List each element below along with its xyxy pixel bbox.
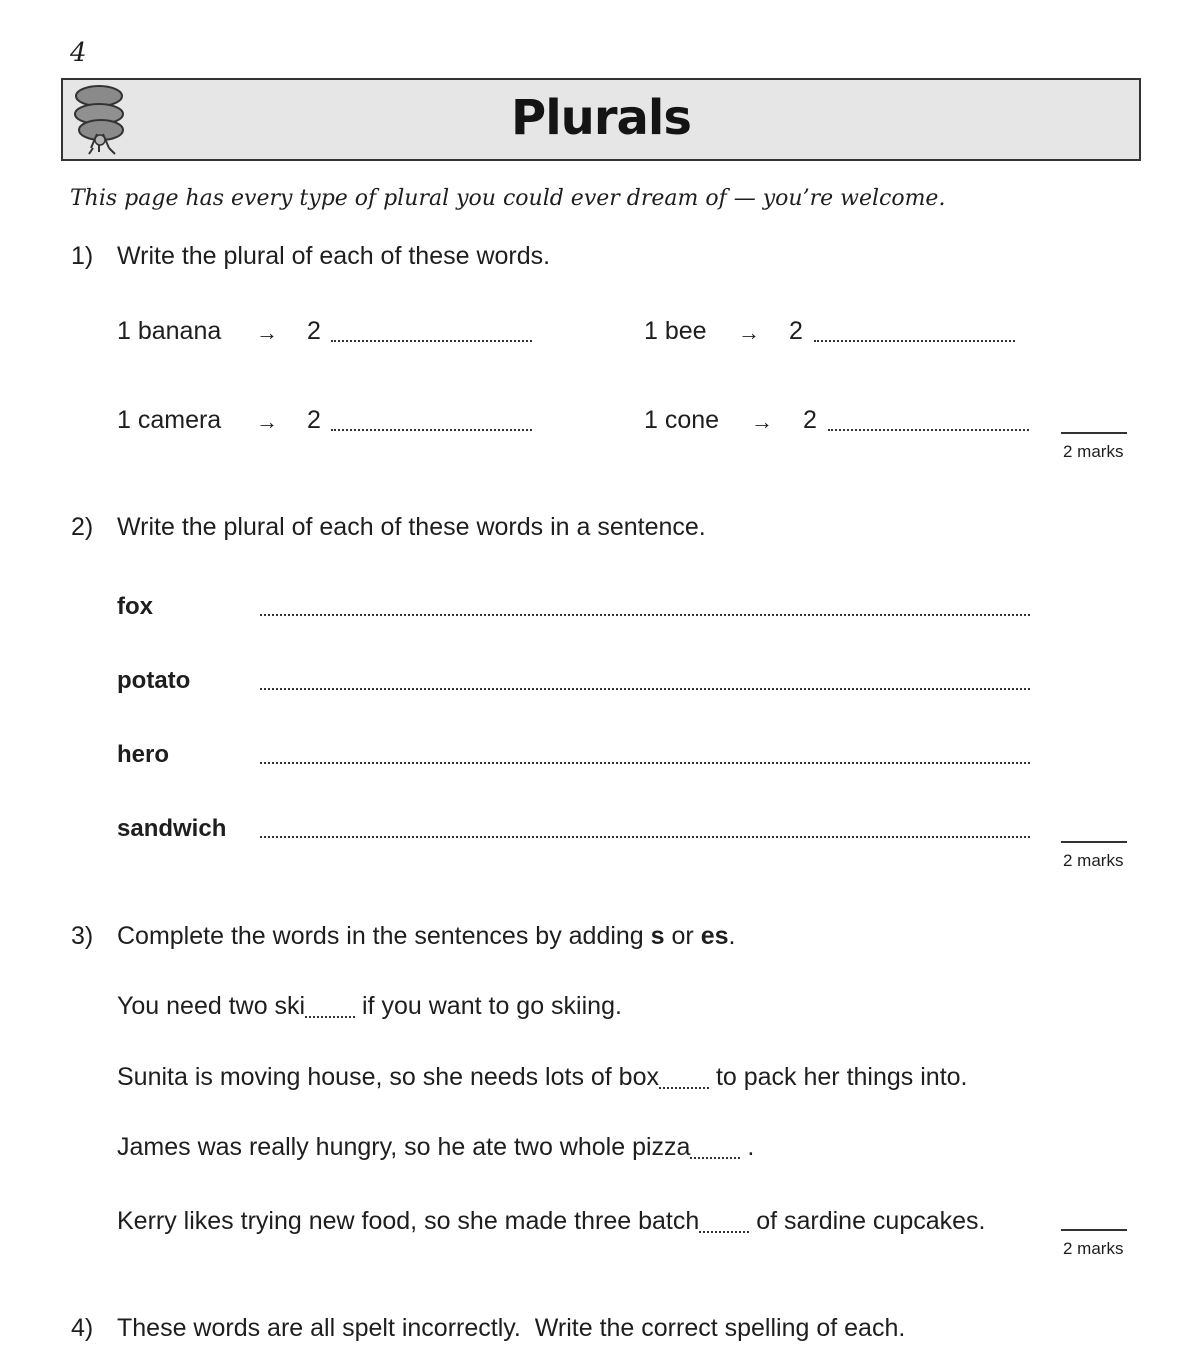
q3-number: 3) <box>71 922 94 950</box>
q1-marks-label: 2 marks <box>1063 442 1124 461</box>
sentence-start: Sunita is moving house, so she needs lots of box <box>117 1063 659 1091</box>
q3-sentence <box>117 992 622 1021</box>
q2-word-potato: potato <box>117 667 191 694</box>
q3-prompt-text: Complete the words in the sentences by adding <box>117 922 644 950</box>
q2-prompt: Write the plural of each of these words in a sentence. <box>117 513 706 541</box>
suffix-blank[interactable] <box>659 1071 709 1089</box>
q1-target: 2 <box>307 406 321 434</box>
suffix-blank[interactable] <box>699 1215 749 1233</box>
page-title: Plurals <box>511 90 691 146</box>
sentence-start: James was really hungry, so he ate two whole pizza <box>117 1133 691 1161</box>
q1-answer-banana[interactable] <box>331 340 532 342</box>
page-number: 4 <box>70 38 87 68</box>
q1-target: 2 <box>803 406 817 434</box>
suffix-blank[interactable] <box>690 1141 740 1159</box>
sentence-start: Kerry likes trying new food, so she made three batch <box>117 1207 700 1235</box>
q2-answer-line[interactable] <box>260 762 1030 764</box>
q3-sentence <box>117 1133 754 1162</box>
q2-word-sandwich: sandwich <box>117 815 227 842</box>
q1-answer-bee[interactable] <box>814 340 1015 342</box>
sentence-end: to pack her things into. <box>709 1063 968 1091</box>
q3-sentence <box>117 1063 967 1092</box>
q3-marks-label: 2 marks <box>1063 1239 1124 1258</box>
q2-word-fox: fox <box>117 593 153 620</box>
title-bar <box>61 78 1141 161</box>
q2-answer-line[interactable] <box>260 836 1030 838</box>
q2-answer-line[interactable] <box>260 614 1030 616</box>
arrow-icon: → <box>738 320 760 345</box>
arrow-icon: → <box>256 409 278 434</box>
q1-answer-cone[interactable] <box>828 429 1029 431</box>
q1-prompt: Write the plural of each of these words. <box>117 242 551 270</box>
sentence-start: You need two ski <box>117 992 306 1020</box>
sentence-end: . <box>740 1133 755 1161</box>
q1-answer-camera[interactable] <box>331 429 532 431</box>
q1-number: 1) <box>71 242 94 270</box>
q1-word-camera: 1 camera <box>117 406 222 434</box>
q3-period: . <box>728 922 736 950</box>
arrow-icon: → <box>256 320 278 345</box>
intro-text: This page has every type of plural you could ever dream of — you’re welcome. <box>70 186 946 211</box>
q3-option-es: es <box>700 922 729 950</box>
sentence-end: of sardine cupcakes. <box>749 1207 986 1235</box>
sentence-end: if you want to go skiing. <box>355 992 622 1020</box>
q3-marks-line <box>1061 1229 1127 1231</box>
suffix-blank[interactable] <box>305 1000 355 1018</box>
q2-number: 2) <box>71 513 94 541</box>
q3-sentence <box>117 1207 986 1236</box>
q1-word-banana: 1 banana <box>117 317 222 345</box>
q1-target: 2 <box>789 317 803 345</box>
q4-prompt: These words are all spelt incorrectly. Write the correct spelling of each. <box>117 1314 906 1342</box>
q2-marks-line <box>1061 841 1127 843</box>
q1-word-cone: 1 cone <box>644 406 720 434</box>
q4-number: 4) <box>71 1314 94 1342</box>
q1-word-bee: 1 bee <box>644 317 707 345</box>
q1-target: 2 <box>307 317 321 345</box>
q1-marks-line <box>1061 432 1127 434</box>
arrow-icon: → <box>751 409 773 434</box>
q2-word-hero: hero <box>117 741 170 768</box>
q3-prompt <box>117 922 735 951</box>
q2-answer-line[interactable] <box>260 688 1030 690</box>
q2-marks-label: 2 marks <box>1063 851 1124 870</box>
q3-or: or <box>671 922 694 950</box>
q3-option-s: s <box>650 922 665 950</box>
